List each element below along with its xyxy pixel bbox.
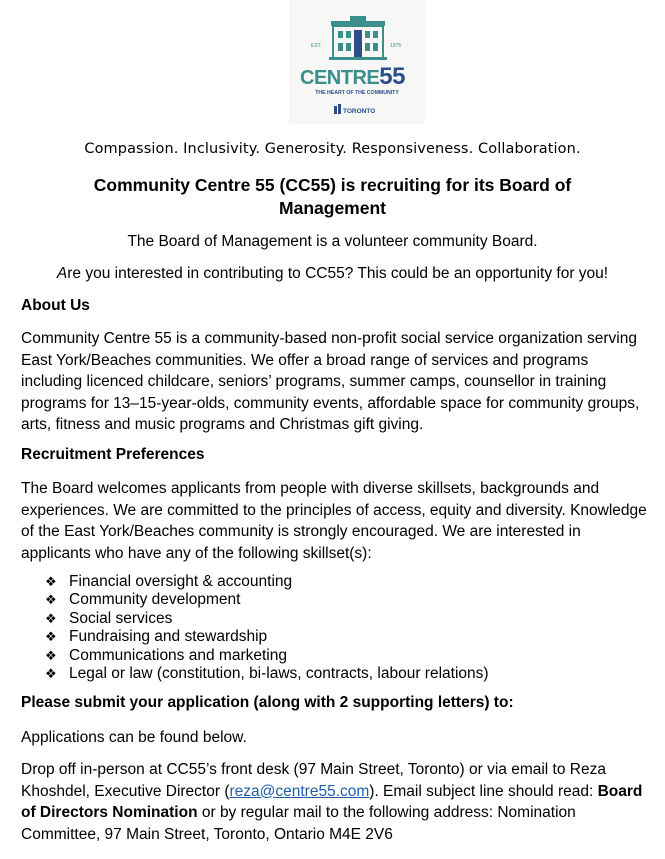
dropoff-paragraph: Drop off in-person at CC55’s front desk (97 Main Street, Toronto) or via email to Reza Khoshdel, Executive Director (reza@centre55.com). Email subject line should read: Board of Directors Nomination or by regular mail to the following address: Nomination Committee, 97 Main Street, Toronto, Ontario M4E 2V6	[21, 761, 643, 843]
question-text: re you interested in contributing to CC55? This could be an opportunity for you!	[67, 265, 609, 282]
recruitment-heading: Recruitment Preferences	[21, 446, 205, 463]
subject-line-bold: Board of Directors Nomination	[21, 782, 643, 821]
toronto-text: TORONTO	[343, 108, 376, 115]
diamond-bullet-icon: ❖	[45, 666, 57, 682]
logo-subtitle-text: THE HEART OF THE COMMUNITY	[315, 90, 399, 96]
question-first-letter: A	[56, 265, 68, 282]
list-item: ❖ Legal or law (constitution, bi-laws, contracts, labour relations)	[45, 665, 489, 683]
about-heading: About Us	[21, 297, 90, 314]
diamond-bullet-icon: ❖	[45, 592, 57, 608]
intro-line: The Board of Management is a volunteer community Board.	[127, 233, 538, 250]
skills-list	[45, 573, 489, 683]
list-item: ❖ Community development	[45, 591, 241, 609]
logo-name-text: CENTRE55	[300, 63, 405, 90]
centre55-logo	[289, 0, 425, 124]
list-item: ❖ Communications and marketing	[45, 646, 287, 664]
question-line	[0, 265, 665, 283]
diamond-bullet-icon: ❖	[45, 629, 57, 645]
tagline: Compassion. Inclusivity. Generosity. Responsiveness. Collaboration.	[84, 141, 581, 157]
about-paragraph: Community Centre 55 is a community-based non-profit social service organization serving East York/Beaches communities. We offer a broad range of services and programs including licenced childcare, seniors’ programs, summer camps, counsellor in training programs for 13–15-year-olds, community events, affordable space for community groups, arts, fitness and music programs and Christmas gift giving.	[21, 330, 640, 433]
est-left-text: EST.	[311, 43, 322, 49]
email-link[interactable]: reza@centre55.com	[229, 782, 370, 800]
est-right-text: 1975	[390, 43, 402, 49]
diamond-bullet-icon: ❖	[45, 647, 57, 663]
list-item: ❖ Social services	[45, 609, 173, 627]
list-item: ❖ Fundraising and stewardship	[45, 628, 268, 646]
diamond-bullet-icon: ❖	[45, 574, 57, 589]
recruitment-paragraph: The Board welcomes applicants from people with diverse skillsets, backgrounds and experiences. We are committed to the principles of access, equity and diversity. Knowledge of the East York/Beaches community is strongly encouraged. We are interested in applicants who have any of the following skillset(s):	[21, 480, 647, 562]
toronto-city-icon	[334, 104, 341, 114]
submit-heading: Please submit your application (along with 2 supporting letters) to:	[21, 694, 514, 711]
applications-line: Applications can be found below.	[21, 729, 247, 746]
page-title: Community Centre 55 (CC55) is recruiting for its Board of Management	[93, 175, 572, 218]
building-icon	[329, 16, 387, 60]
diamond-bullet-icon: ❖	[45, 610, 57, 626]
list-item: ❖ Financial oversight & accounting	[45, 573, 293, 590]
